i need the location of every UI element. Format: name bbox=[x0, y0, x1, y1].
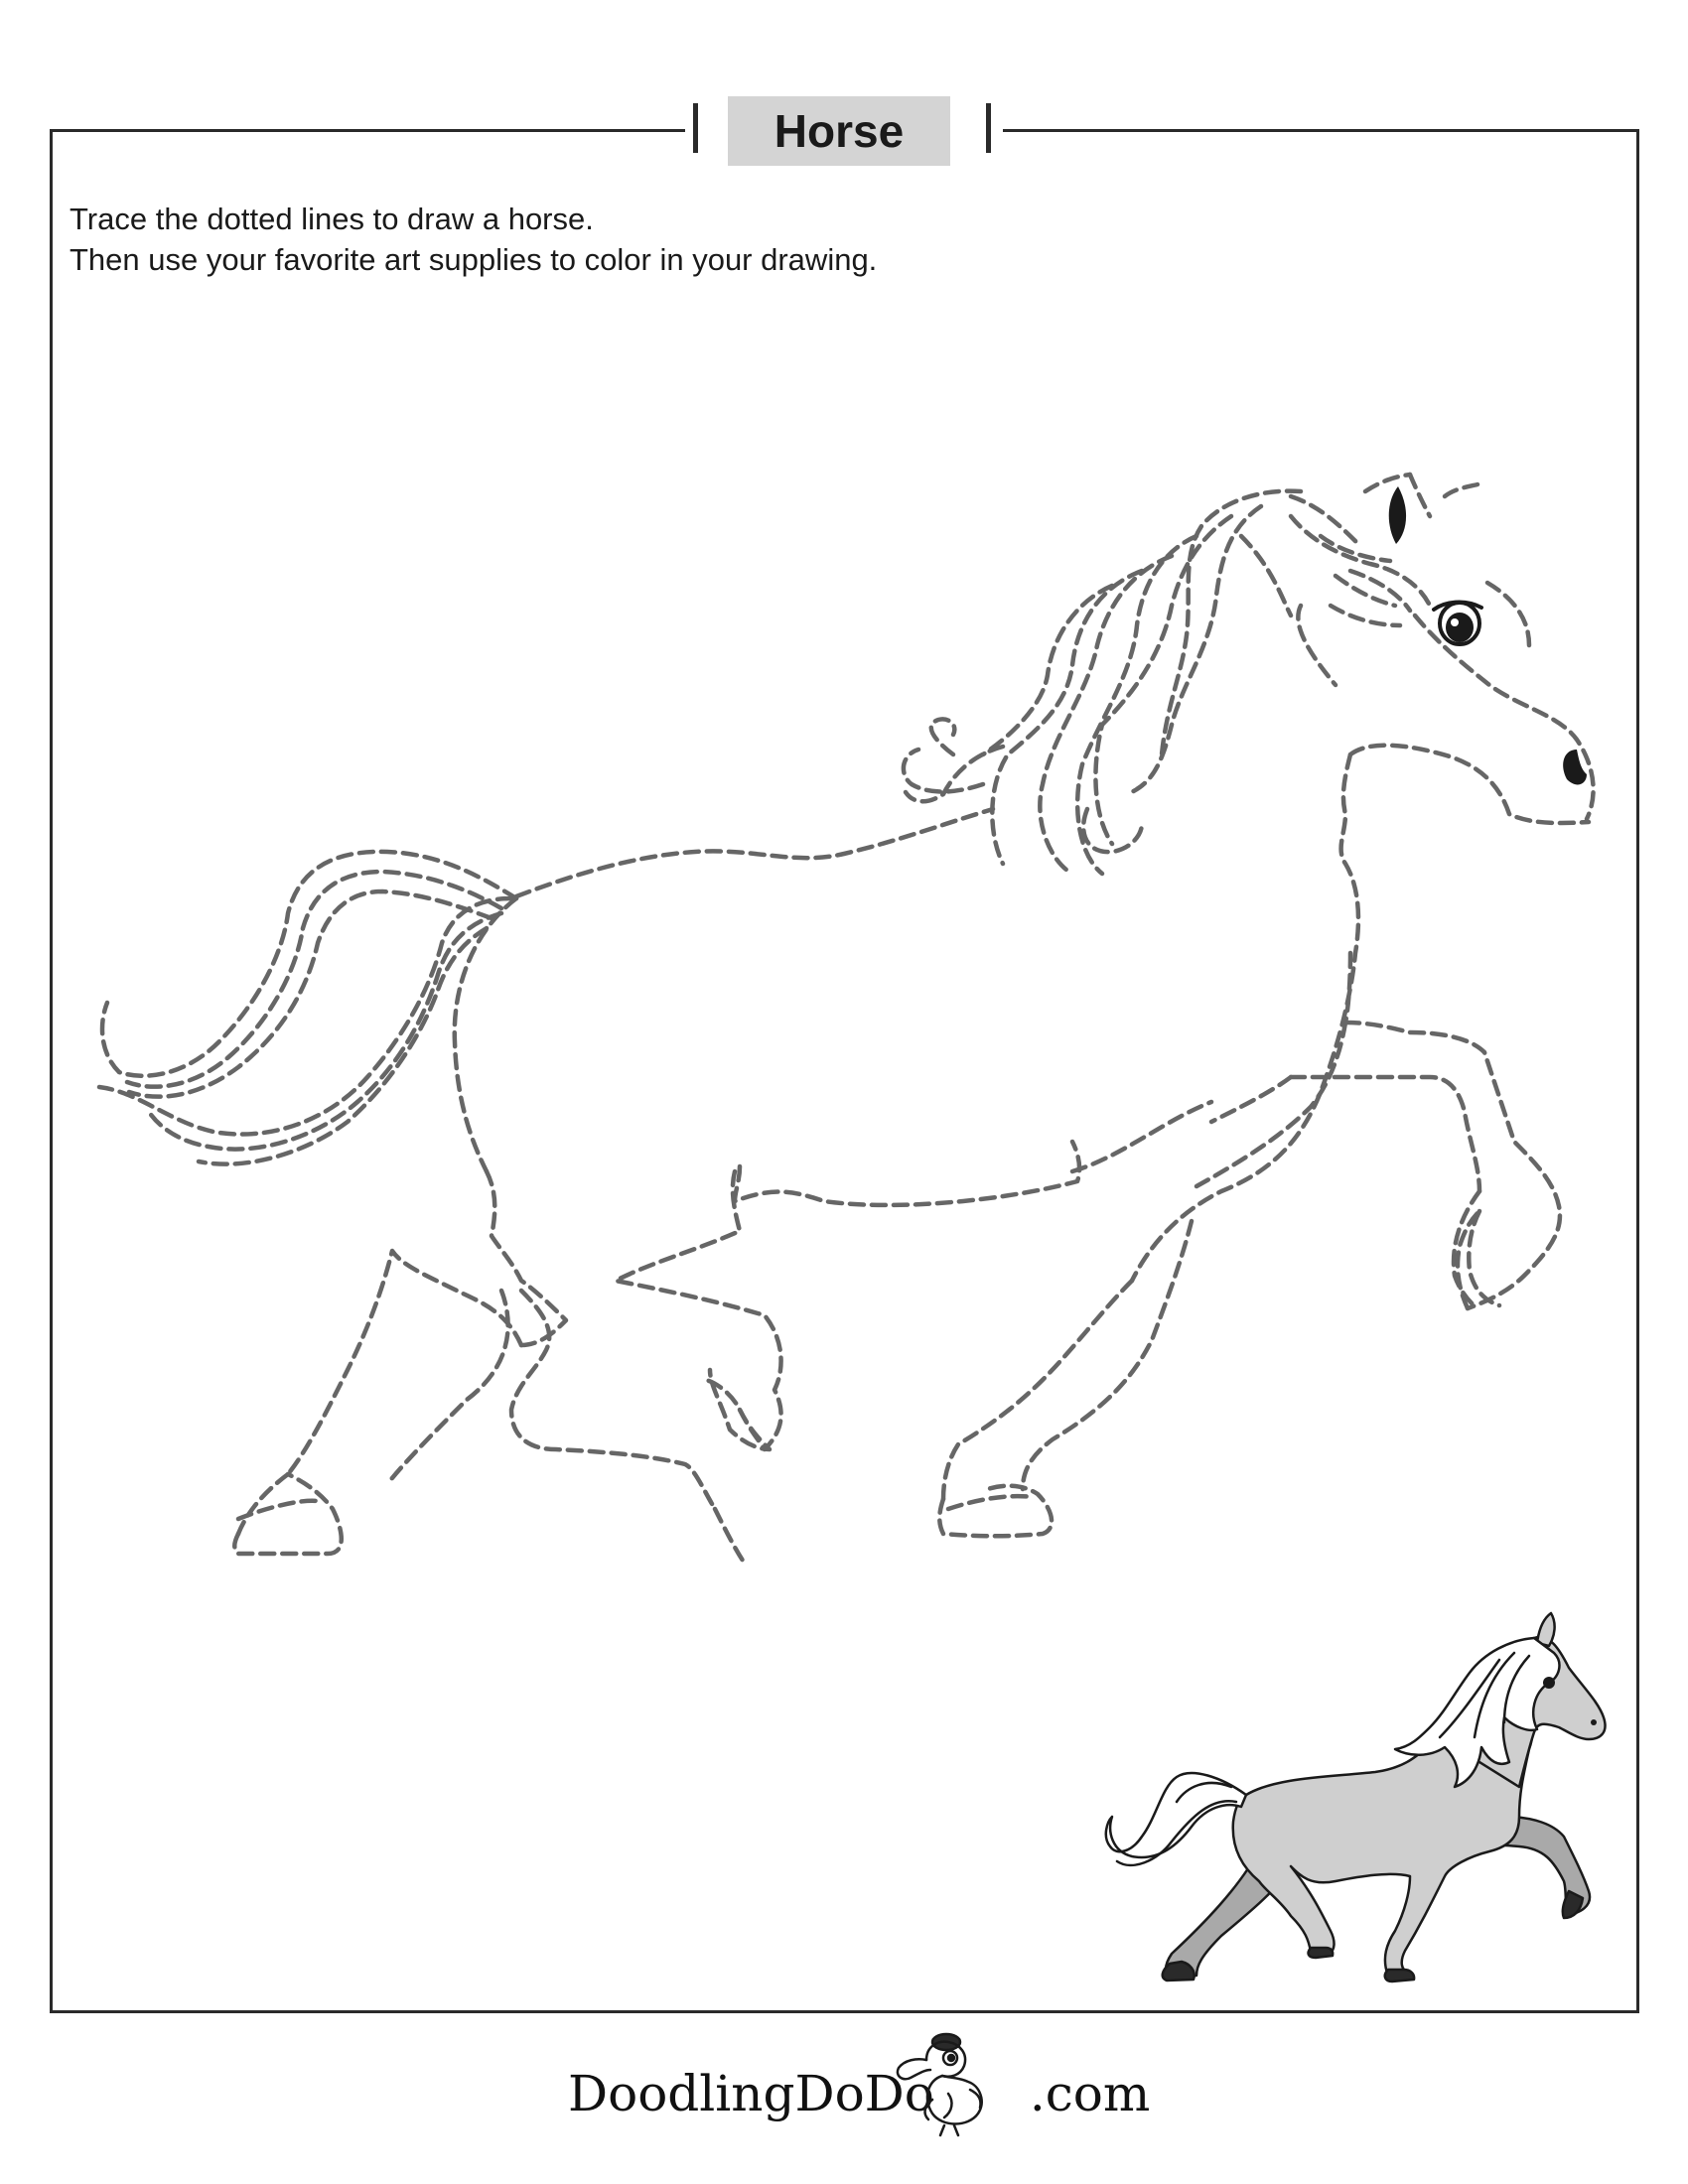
page-title-text: Horse bbox=[774, 105, 905, 157]
title-right-tick bbox=[986, 103, 991, 153]
instructions bbox=[70, 199, 877, 280]
footer-brand-domain: .com bbox=[1029, 2065, 1151, 2122]
colored-horse-example-icon bbox=[1102, 1608, 1618, 1995]
eye-icon bbox=[1434, 602, 1481, 644]
instruction-line-1: Trace the dotted lines to draw a horse. bbox=[70, 202, 594, 236]
page-title bbox=[728, 96, 950, 166]
dodo-bird-logo-icon bbox=[889, 2020, 1008, 2139]
footer-brand bbox=[568, 2065, 1150, 2122]
ear-icon bbox=[1389, 486, 1406, 544]
dashed-horse-outline-icon bbox=[79, 467, 1628, 1578]
footer-brand-name: DoodlingDoDo bbox=[568, 2065, 934, 2122]
title-left-tick bbox=[693, 103, 698, 153]
instruction-line-2: Then use your favorite art supplies to color in your drawing. bbox=[70, 242, 878, 277]
